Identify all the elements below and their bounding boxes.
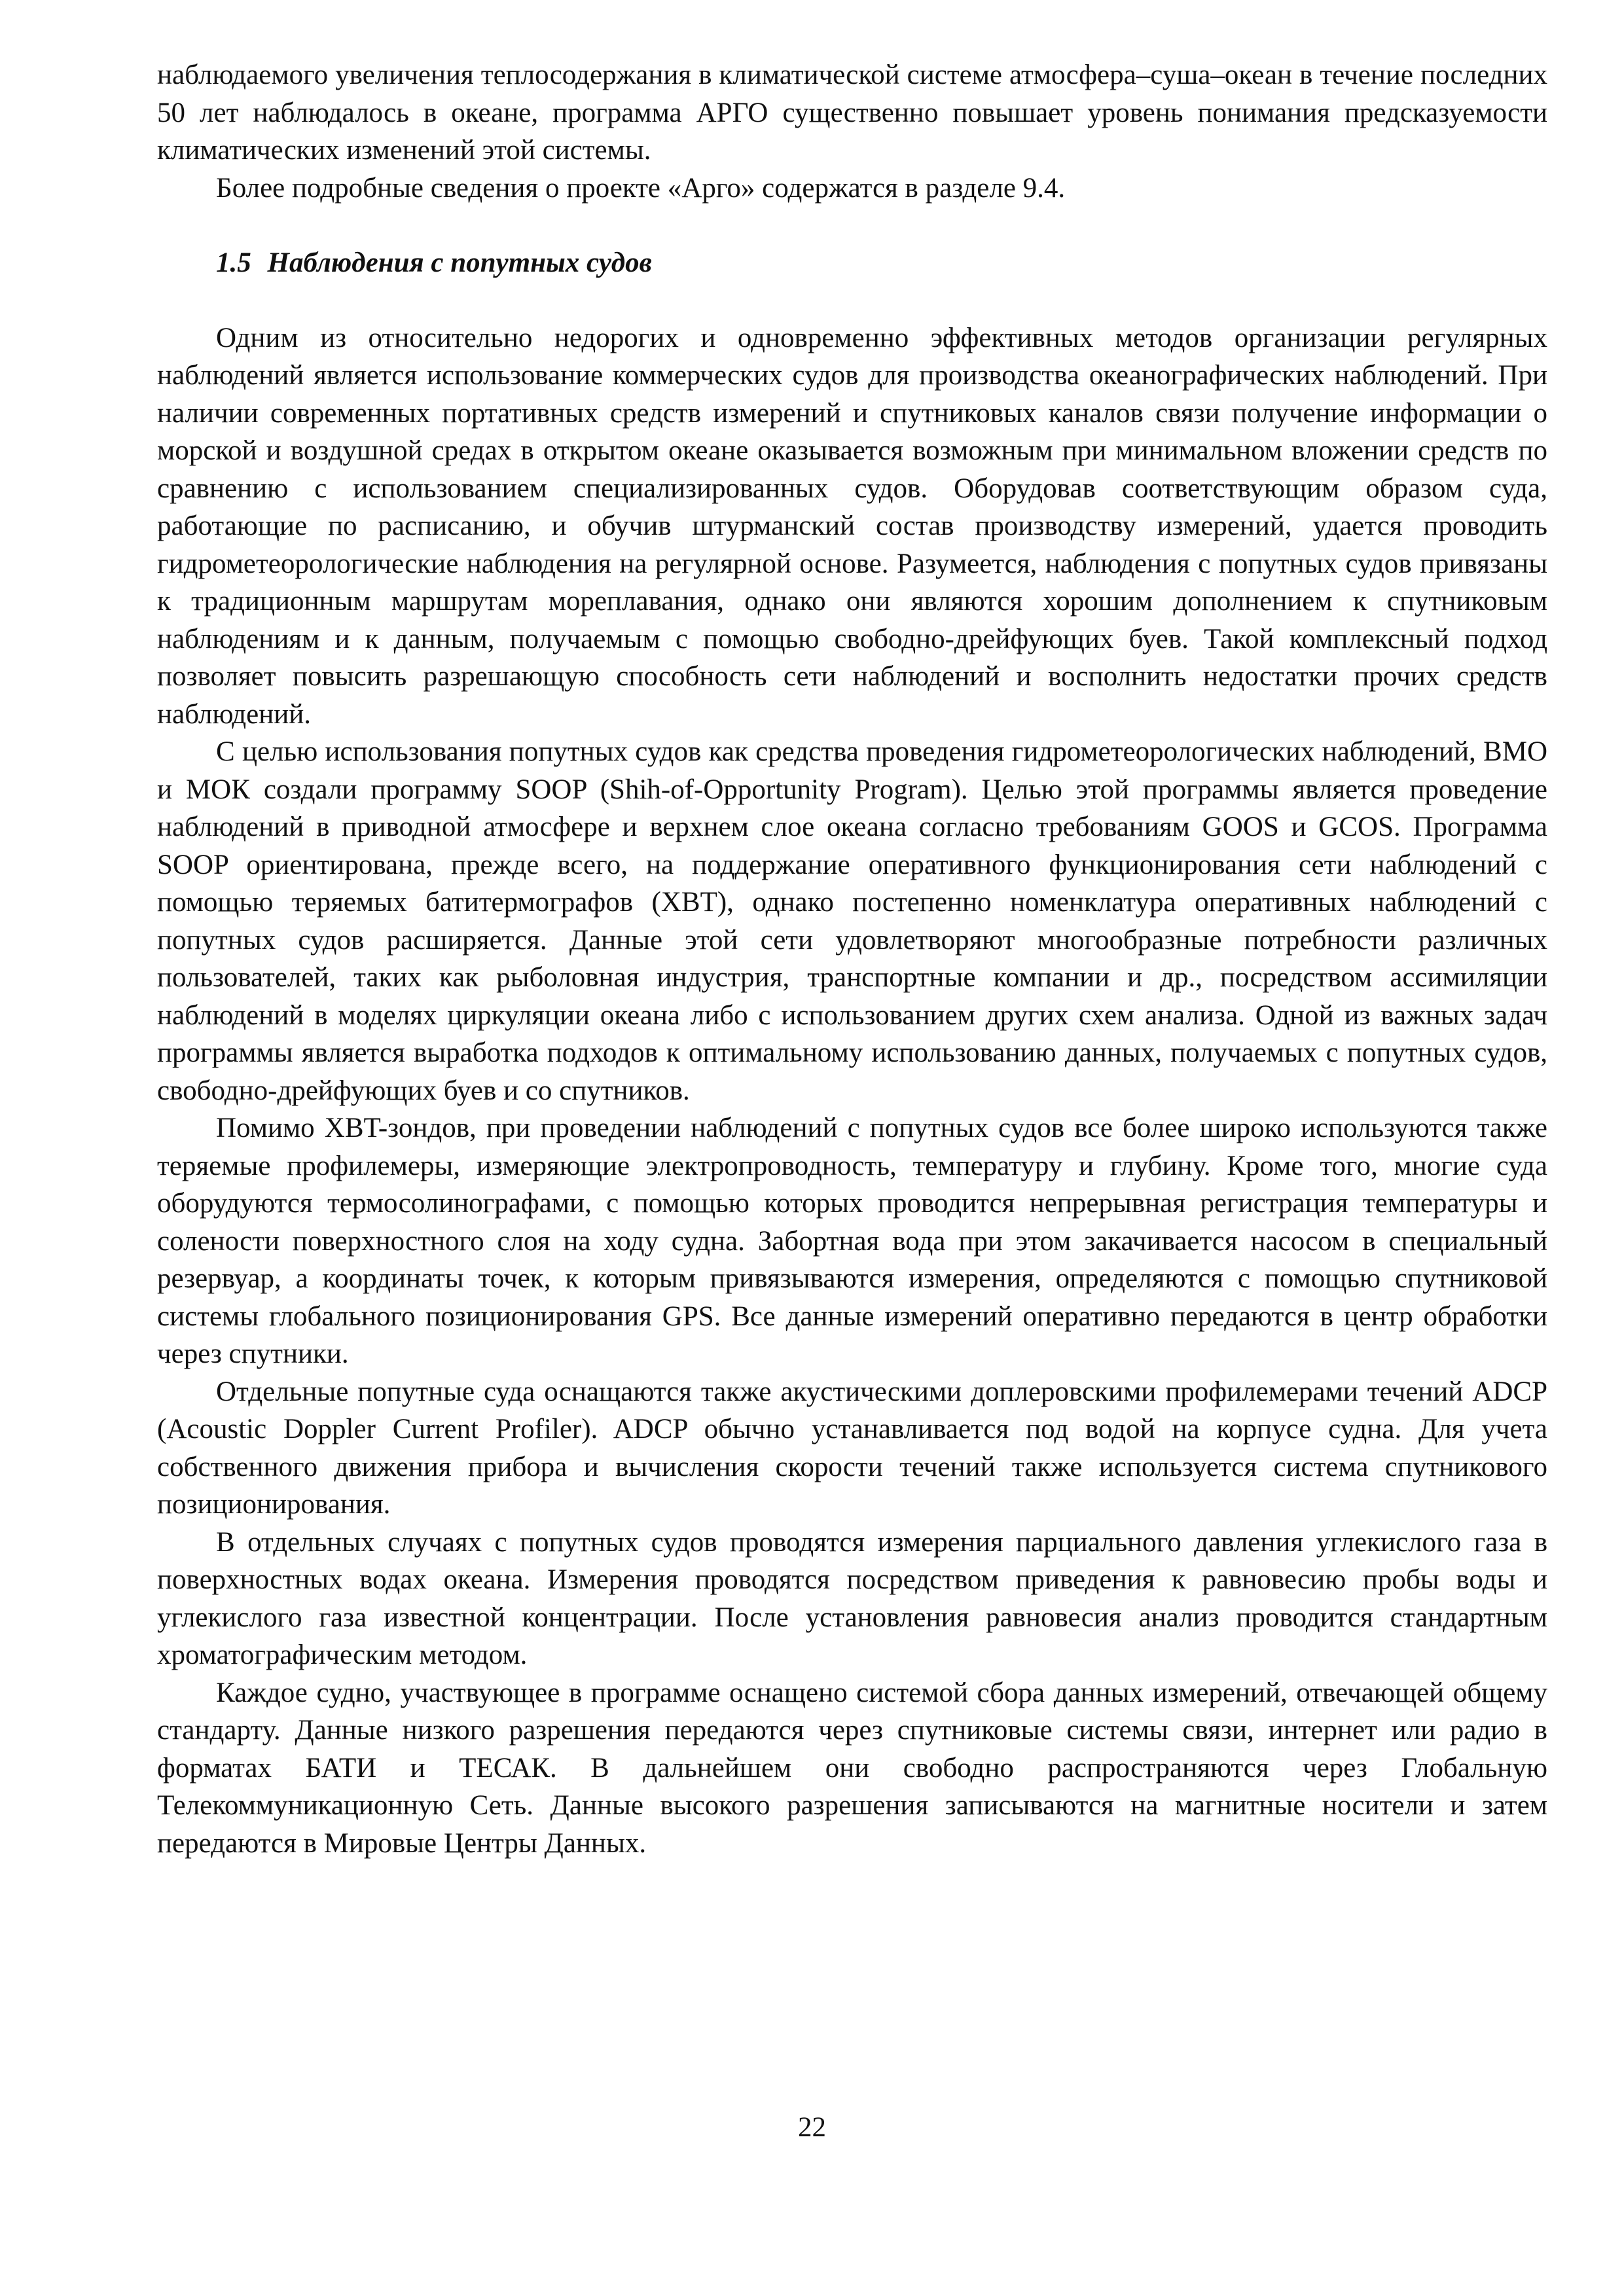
paragraph-6: Каждое судно, участвующее в программе оснащено системой сбора данных измерений, отвечающей общему стандарту. Данные низкого разрешения передаются через спутниковые системы связи, интернет или радио в форматах БАТИ и ТЕСАК. В дальнейшем они свободно распространяются через Глобальную Телекоммуникационную Сеть. Данные высокого разрешения записываются на магнитные носители и затем передаются в Мировые Центры Данных. [157, 1677, 1547, 1859]
section-heading [157, 244, 1547, 282]
section-title: Наблюдения с попутных судов [267, 247, 652, 278]
section-number: 1.5 [216, 247, 251, 278]
paragraph-1: Одним из относительно недорогих и одновременно эффективных методов организации регулярных наблюдений является использование коммерческих судов для производства океанографических наблюдений. При наличии современных портативных средств измерений и спутниковых каналов связи получение информации о морской и воздушной средах в открытом океане оказывается возможным при минимальном вложении средств по сравнению с использованием специализированных судов. Оборудовав соответствующим образом суда, работающие по расписанию, и обучив штурманский состав производству измерений, удается проводить гидрометеорологические наблюдения на регулярной основе. Разумеется, наблюдения с попутных судов привязаны к традиционным маршрутам мореплавания, однако они являются хорошим дополнением к спутниковым наблюдениям и к данным, получаемым с помощью свободно-дрейфующих буев. Такой комплексный подход позволяет повысить разрешающую способность сети наблюдений и восполнить недостатки прочих средств наблюдений. [157, 322, 1547, 730]
paragraph-5: В отдельных случаях с попутных судов проводятся измерения парциального давления углекислого газа в поверхностных водах океана. Измерения проводятся посредством приведения к равновесию пробы воды и углекислого газа известной концентрации. После установления равновесия анализ проводится стандартным хроматографическим методом. [157, 1526, 1547, 1670]
paragraph-continued: наблюдаемого увеличения теплосодержания в климатической системе атмосфера–суша–океан в течение последних 50 лет наблюдалось в океане, программа АРГО существенно повышает уровень понимания предсказуемости климатических изменений этой системы. [157, 60, 1547, 166]
paragraph-2: С целью использования попутных судов как средства проведения гидрометеорологических наблюдений, ВМО и МОК создали программу SOOP (Shih-of-Opportunity Program). Целью этой программы является проведение наблюдений в приводной атмосфере и верхнем слое океана согласно требованиям GOOS и GCOS. Программа SOOP ориентирована, прежде всего, на поддержание оперативного функционирования сети наблюдений с помощью теряемых батитермографов (XBT), однако постепенно номенклатура оперативных наблюдений с попутных судов расширяется. Данные этой сети удовлетворяют многообразные потребности различных пользователей, таких как рыболовная индустрия, транспортные компании и др., посредством ассимиляции наблюдений в моделях циркуляции океана либо с использованием других схем анализа. Одной из важных задач программы является выработка подходов к оптимальному использованию данных, получаемых с попутных судов, свободно-дрейфующих буев и со спутников. [157, 736, 1547, 1106]
paragraph-3: Помимо XBT-зондов, при проведении наблюдений с попутных судов все более широко используются также теряемые профилемеры, измеряющие электропроводность, температуру и глубину. Кроме того, многие суда оборудуются термосолинографами, с помощью которых проводится непрерывная регистрация температуры и солености поверхностного слоя на ходу судна. Забортная вода при этом закачивается насосом в специальный резервуар, а координаты точек, к которым привязываются измерения, определяются с помощью спутниковой системы глобального позиционирования GPS. Все данные измерений оперативно передаются в центр обработки через спутники. [157, 1113, 1547, 1369]
paragraph-argo-reference: Более подробные сведения о проекте «Арго» содержатся в разделе 9.4. [216, 172, 1066, 204]
document-page [157, 56, 1547, 1862]
paragraph-4: Отдельные попутные суда оснащаются также акустическими доплеровскими профилемерами течений ADCP (Acoustic Doppler Current Profiler). ADCP обычно устанавливается под водой на корпусе судна. Для учета собственного движения прибора и вычисления скорости течений также используется система спутникового позиционирования. [157, 1376, 1547, 1520]
page-number: 22 [798, 2112, 826, 2143]
